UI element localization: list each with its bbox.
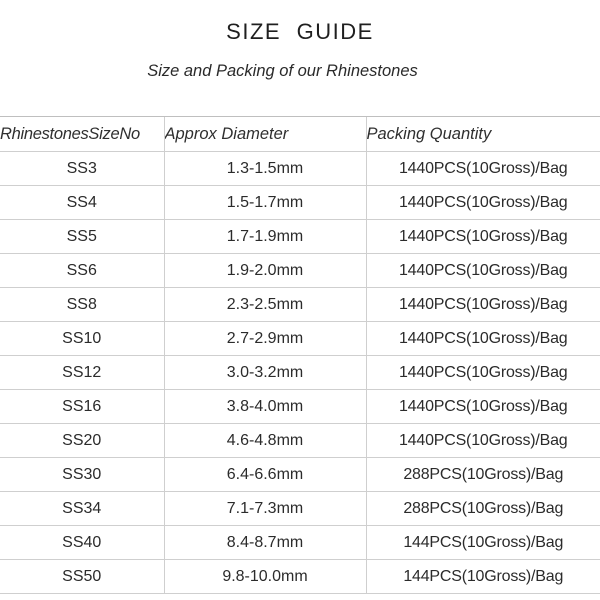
packing-cell: 1440PCS(10Gross)/Bag: [366, 390, 600, 424]
table-row: [0, 220, 600, 254]
diameter-cell: 1.9-2.0mm: [164, 254, 366, 288]
packing-cell: 1440PCS(10Gross)/Bag: [366, 186, 600, 220]
diameter-cell: 9.8-10.0mm: [164, 560, 366, 594]
column-header-size: RhinestonesSizeNo: [0, 117, 164, 152]
packing-cell: 1440PCS(10Gross)/Bag: [366, 424, 600, 458]
diameter-cell: 1.5-1.7mm: [164, 186, 366, 220]
size-cell: SS16: [0, 390, 164, 424]
packing-cell: 288PCS(10Gross)/Bag: [366, 458, 600, 492]
table-header: [0, 117, 600, 152]
header-row: [0, 117, 600, 152]
packing-cell: 144PCS(10Gross)/Bag: [366, 560, 600, 594]
diameter-cell: 7.1-7.3mm: [164, 492, 366, 526]
size-cell: SS5: [0, 220, 164, 254]
packing-cell: 1440PCS(10Gross)/Bag: [366, 220, 600, 254]
size-cell: SS6: [0, 254, 164, 288]
column-header-packing: Packing Quantity: [366, 117, 600, 152]
size-cell: SS40: [0, 526, 164, 560]
diameter-cell: 3.0-3.2mm: [164, 356, 366, 390]
table-row: [0, 458, 600, 492]
table-body: [0, 152, 600, 594]
table-row: [0, 254, 600, 288]
size-cell: SS34: [0, 492, 164, 526]
table-row: [0, 526, 600, 560]
size-cell: SS20: [0, 424, 164, 458]
packing-cell: 1440PCS(10Gross)/Bag: [366, 254, 600, 288]
packing-cell: 1440PCS(10Gross)/Bag: [366, 322, 600, 356]
packing-cell: 1440PCS(10Gross)/Bag: [366, 152, 600, 186]
diameter-cell: 1.7-1.9mm: [164, 220, 366, 254]
diameter-cell: 2.7-2.9mm: [164, 322, 366, 356]
table-row: [0, 560, 600, 594]
size-cell: SS10: [0, 322, 164, 356]
size-cell: SS4: [0, 186, 164, 220]
packing-cell: 1440PCS(10Gross)/Bag: [366, 356, 600, 390]
page-subtitle: Size and Packing of our Rhinestones: [147, 62, 418, 80]
column-header-diameter: Approx Diameter: [164, 117, 366, 152]
table-row: [0, 390, 600, 424]
table-row: [0, 322, 600, 356]
page-title: SIZE GUIDE: [226, 19, 374, 44]
diameter-cell: 4.6-4.8mm: [164, 424, 366, 458]
packing-cell: 1440PCS(10Gross)/Bag: [366, 288, 600, 322]
table-row: [0, 424, 600, 458]
table-row: [0, 356, 600, 390]
diameter-cell: 8.4-8.7mm: [164, 526, 366, 560]
size-cell: SS50: [0, 560, 164, 594]
size-cell: SS12: [0, 356, 164, 390]
table-row: [0, 152, 600, 186]
table-row: [0, 288, 600, 322]
table-row: [0, 186, 600, 220]
size-cell: SS8: [0, 288, 164, 322]
table-row: [0, 492, 600, 526]
diameter-cell: 2.3-2.5mm: [164, 288, 366, 322]
diameter-cell: 1.3-1.5mm: [164, 152, 366, 186]
size-cell: SS30: [0, 458, 164, 492]
size-guide-table: [0, 116, 600, 594]
size-cell: SS3: [0, 152, 164, 186]
diameter-cell: 3.8-4.0mm: [164, 390, 366, 424]
packing-cell: 144PCS(10Gross)/Bag: [366, 526, 600, 560]
diameter-cell: 6.4-6.6mm: [164, 458, 366, 492]
packing-cell: 288PCS(10Gross)/Bag: [366, 492, 600, 526]
